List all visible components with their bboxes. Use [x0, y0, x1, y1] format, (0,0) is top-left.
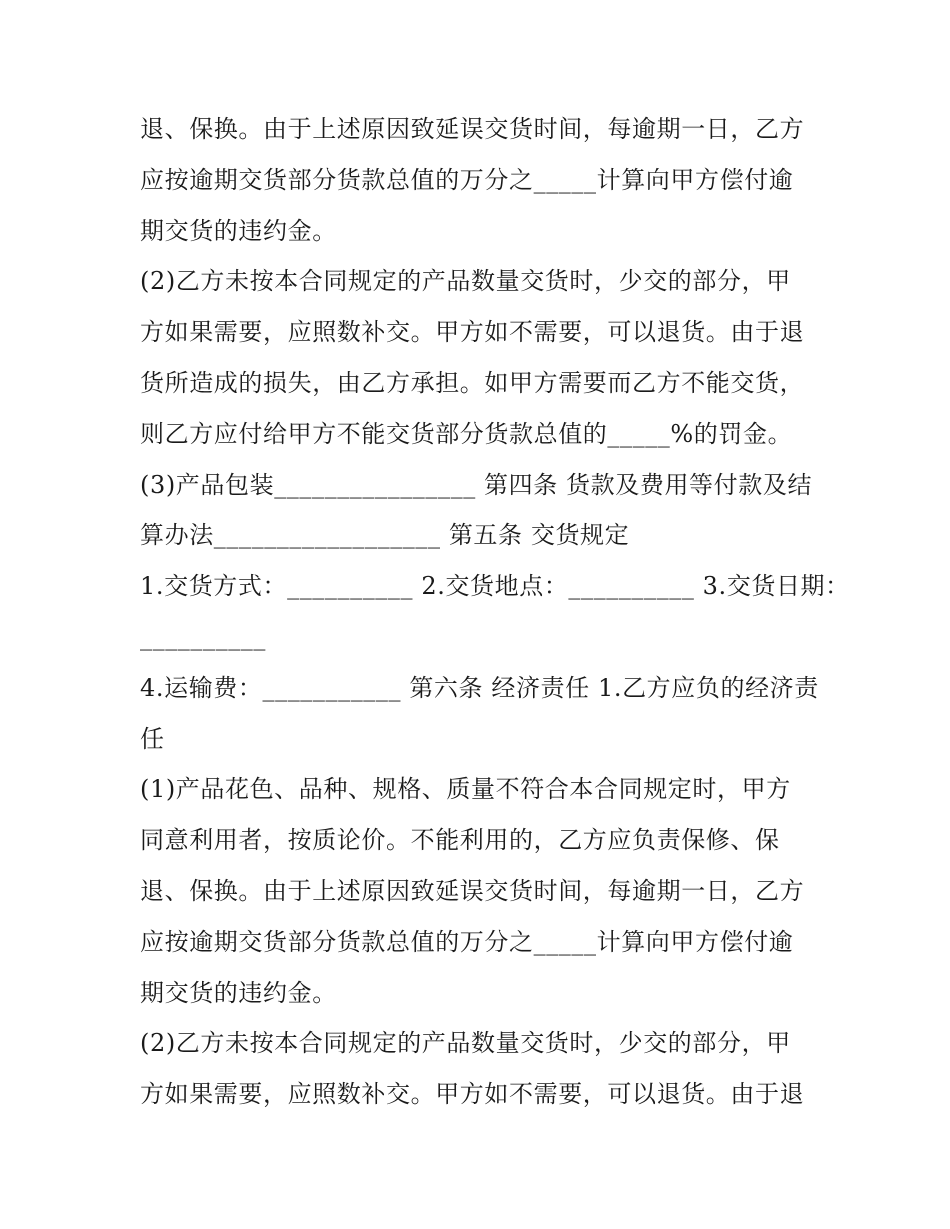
text-line: 算办法__________________ 第五条 交货规定 [140, 521, 630, 550]
text-line: 1.交货方式：__________ 2.交货地点：__________ 3.交货日期： [140, 572, 850, 601]
text-line: 4.运输费：___________ 第六条 经济责任 1.乙方应负的经济责 [140, 673, 819, 702]
contract-text-body [140, 104, 850, 1120]
text-line: 期交货的违约金。 [140, 216, 337, 245]
text-line: (2)乙方未按本合同规定的产品数量交货时，少交的部分，甲 [140, 267, 791, 296]
text-line: 货所造成的损失，由乙方承担。如甲方需要而乙方不能交货， [140, 368, 805, 397]
text-line: 期交货的违约金。 [140, 978, 337, 1007]
text-line: 同意利用者，按质论价。不能利用的，乙方应负责保修、保 [140, 826, 780, 855]
text-line: 任 [140, 724, 165, 753]
text-line: 方如果需要，应照数补交。甲方如不需要，可以退货。由于退 [140, 1080, 805, 1109]
text-line: 方如果需要，应照数补交。甲方如不需要，可以退货。由于退 [140, 318, 805, 347]
text-line: 应按逾期交货部分货款总值的万分之_____计算向甲方偿付逾 [140, 165, 794, 194]
text-line: (3)产品包装________________ 第四条 货款及费用等付款及结 [140, 470, 813, 499]
text-line: (2)乙方未按本合同规定的产品数量交货时，少交的部分，甲 [140, 1029, 791, 1058]
text-line: 退、保换。由于上述原因致延误交货时间，每逾期一日，乙方 [140, 876, 805, 905]
text-line: (1)产品花色、品种、规格、质量不符合本合同规定时，甲方 [140, 775, 791, 804]
text-line: 应按逾期交货部分货款总值的万分之_____计算向甲方偿付逾 [140, 927, 794, 956]
text-line: 退、保换。由于上述原因致延误交货时间，每逾期一日，乙方 [140, 115, 805, 143]
text-line: __________ [140, 622, 266, 651]
text-line: 则乙方应付给甲方不能交货部分货款总值的_____%的罚金。 [140, 419, 793, 448]
